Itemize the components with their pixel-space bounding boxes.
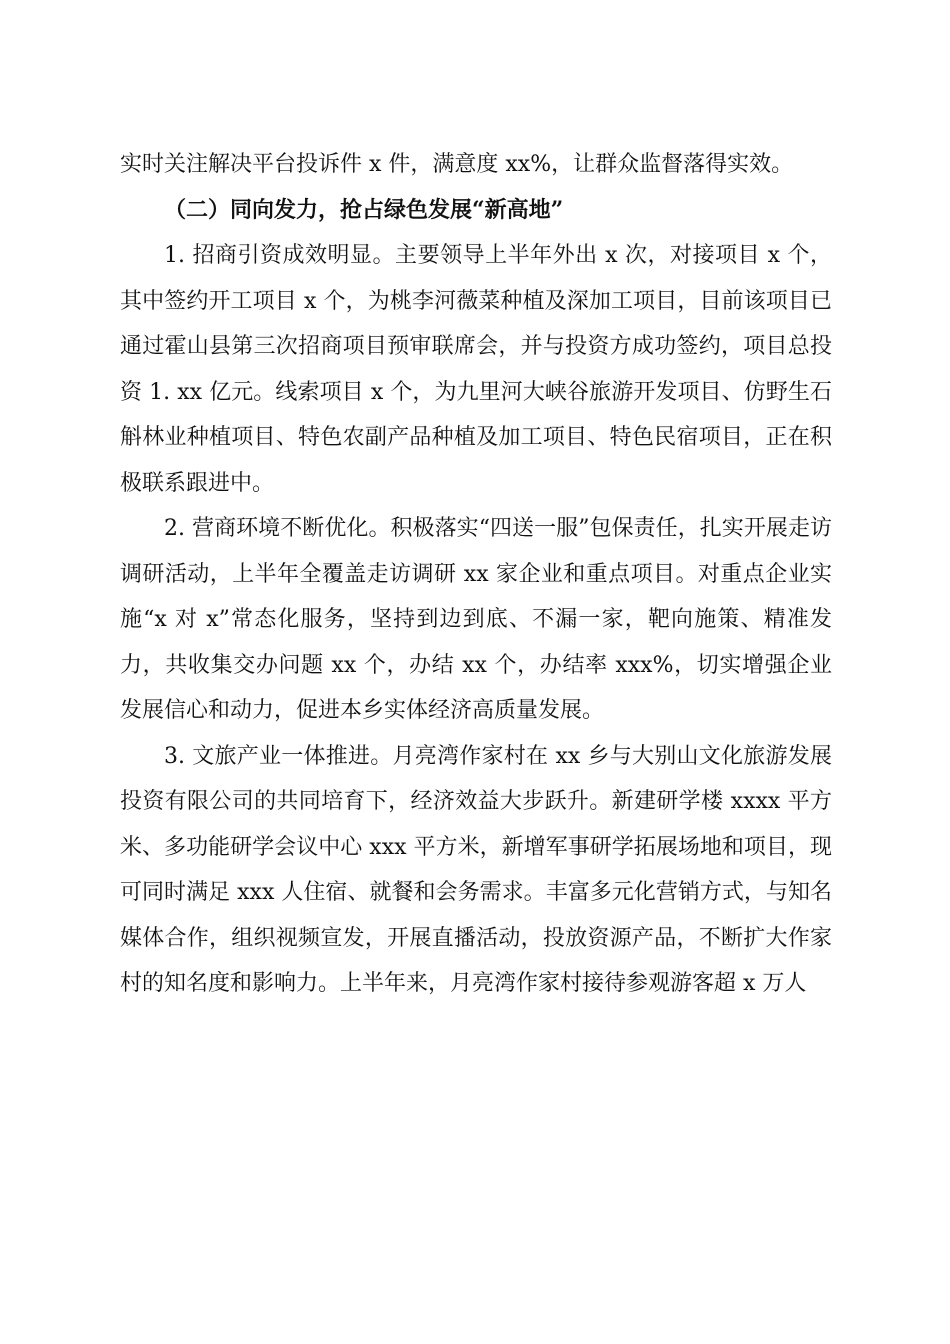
document-body: [120, 142, 832, 1007]
paragraph-investment: 1. 招商引资成效明显。主要领导上半年外出 x 次，对接项目 x 个，其中签约开工项目 x 个，为桃李河薇菜种植及深加工项目，目前该项目已通过霍山县第三次招商项目预审联席会，并与投资方成功签约，项目总投资 1. xx 亿元。线索项目 x 个，为九里河大峡谷旅游开发项目、仿野生石斛林业种植项目、特色农副产品种植及加工项目、特色民宿项目，正在积极联系跟进中。: [120, 243, 832, 496]
paragraph-culture-tourism: 3. 文旅产业一体推进。月亮湾作家村在 xx 乡与大别山文化旅游发展投资有限公司的共同培育下，经济效益大步跃升。新建研学楼 xxxx 平方米、多功能研学会议中心 xxx 平方米，新增军事研学拓展场地和项目，现可同时满足 xxx 人住宿、就餐和会务需求。丰富多元化营销方式，与知名媒体合作，组织视频宣发，开展直播活动，投放资源产品，不断扩大作家村的知名度和影响力。上半年来，月亮湾作家村接待参观游客超 x 万人: [120, 743, 832, 996]
paragraph-continuation: 实时关注解决平台投诉件 x 件，满意度 xx%，让群众监督落得实效。: [120, 152, 794, 177]
section-heading: （二）同向发力，抢占绿色发展“新高地”: [164, 196, 564, 223]
paragraph-business-environment: 2. 营商环境不断优化。积极落实“四送一服”包保责任，扎实开展走访调研活动，上半年全覆盖走访调研 xx 家企业和重点项目。对重点企业实施“x 对 x”常态化服务，坚持到边到底、不漏一家，靶向施策、精准发力，共收集交办问题 xx 个，办结 xx 个，办结率 xxx%，切实增强企业发展信心和动力，促进本乡实体经济高质量发展。: [120, 516, 832, 723]
